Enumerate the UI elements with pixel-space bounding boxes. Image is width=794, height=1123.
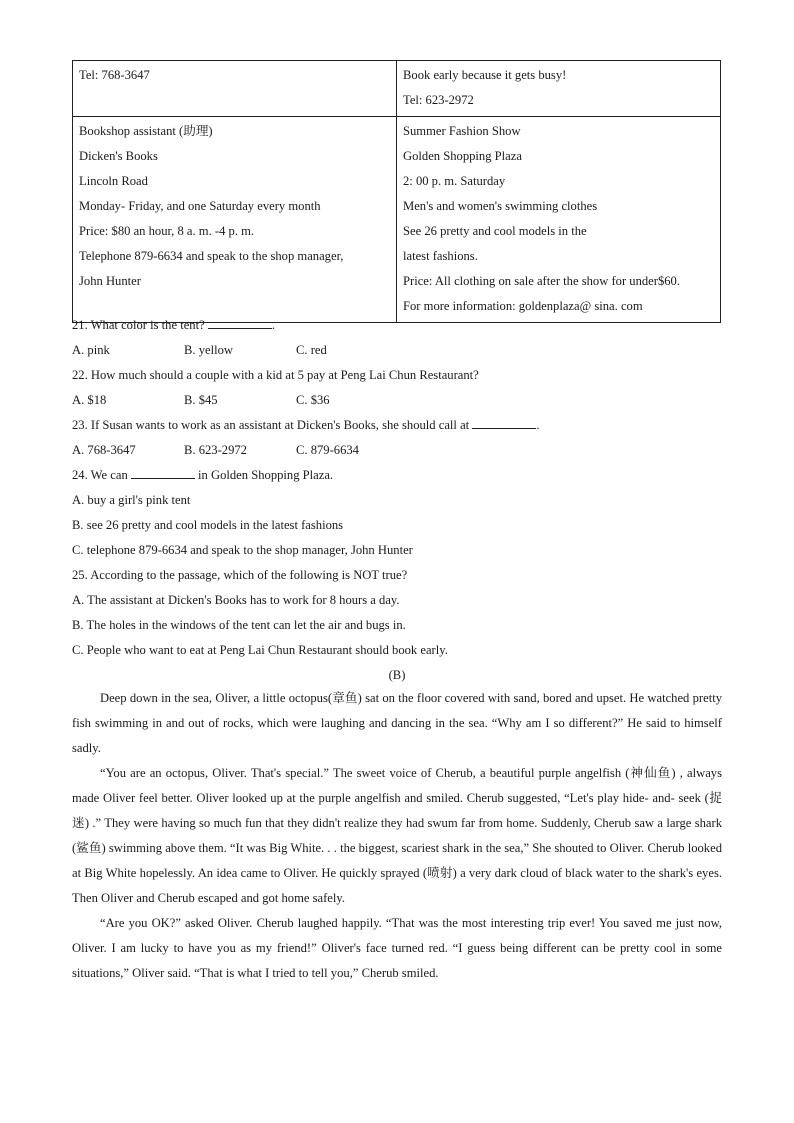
ad-line: Lincoln Road	[79, 174, 148, 188]
questions-section	[72, 313, 732, 688]
ad-line: Price: All clothing on sale after the show for under$60.	[403, 274, 680, 288]
answer-blank	[472, 416, 536, 429]
ad-line: Bookshop assistant (助理)	[79, 124, 213, 138]
ad-cell	[73, 61, 397, 117]
passage-paragraph: “You are an octopus, Oliver. That's special.” The sweet voice of Cherub, a beautiful purple angelfish (神仙鱼) , always made Oliver feel better. Oliver looked up at the purple angelfish and smiled. Cherub suggested, “Let's play hide- and- seek (捉迷) .” They were having so much fun that they didn't realize they had swum far from home. Suddenly, Cherub saw a large shark (鲨鱼) swimming above them. “It was Big White. . . the biggest, scariest shark in the sea,” She shouted to Oliver. Cherub looked at Big White hopelessly. An idea came to Oliver. He quickly sprayed (喷射) a very dark cloud of black water to the shark's eyes. Then Oliver and Cherub escaped and got home safely.	[72, 766, 722, 905]
question-stem: 22. How much should a couple with a kid at 5 pay at Peng Lai Chun Restaurant?	[72, 368, 479, 382]
options-23	[72, 438, 732, 463]
ad-cell-bookshop	[73, 117, 397, 323]
ad-line: Telephone 879-6634 and speak to the shop manager,	[79, 249, 344, 263]
passage-paragraph: “Are you OK?” asked Oliver. Cherub laughed happily. “That was the most interesting trip ever! You saved me just now, Oliver. I am lucky to have you as my friend!” Oliver's face turned red. “I guess being different can be pretty cool in some situations,” Oliver said. “That is what I tried to tell you,” Cherub smiled.	[72, 916, 722, 980]
ad-line: Book early because it gets busy!	[403, 68, 567, 82]
option-c: C. red	[296, 343, 327, 357]
option-b: B. The holes in the windows of the tent can let the air and bugs in.	[72, 618, 406, 632]
question-23	[72, 413, 732, 438]
table-row	[73, 61, 721, 117]
option-b: B. see 26 pretty and cool models in the latest fashions	[72, 518, 344, 532]
ad-line: See 26 pretty and cool models in the	[403, 224, 587, 238]
ad-line: Price: $80 an hour, 8 a. m. -4 p. m.	[79, 224, 255, 238]
option-b: B. 623-2972	[184, 443, 247, 457]
question-stem: 21. What color is the tent?	[72, 318, 208, 332]
option-a: A. $18	[72, 393, 107, 407]
options-21	[72, 338, 732, 363]
question-stem: 23. If Susan wants to work as an assistant at Dicken's Books, she should call at	[72, 418, 473, 432]
question-stem: 25. According to the passage, which of the following is NOT true?	[72, 568, 408, 582]
question-25	[72, 563, 732, 588]
question-24	[72, 463, 732, 488]
option-a: A. buy a girl's pink tent	[72, 493, 191, 507]
ad-line: Dicken's Books	[79, 149, 158, 163]
answer-blank	[131, 466, 195, 479]
options-22	[72, 388, 732, 413]
passage-paragraph: Deep down in the sea, Oliver, a little octopus(章鱼) sat on the floor covered with sand, bored and upset. He watched pretty fish swimming in and out of rocks, which were laughing and dancing in the sea. “Why am I so different?” He said to himself sadly.	[72, 691, 722, 755]
ad-line: Monday- Friday, and one Saturday every month	[79, 199, 321, 213]
ad-cell	[397, 61, 721, 117]
ad-line: latest fashions.	[403, 249, 478, 263]
option-a: A. 768-3647	[72, 443, 136, 457]
ad-line: Golden Shopping Plaza	[403, 149, 522, 163]
question-stem: 24. We can	[72, 468, 131, 482]
option-a: A. The assistant at Dicken's Books has to work for 8 hours a day.	[72, 593, 400, 607]
option-b: B. yellow	[184, 343, 233, 357]
option-c: C. $36	[296, 393, 330, 407]
ad-line: Men's and women's swimming clothes	[403, 199, 598, 213]
option-a: A. pink	[72, 343, 110, 357]
question-stem-end: .	[536, 418, 540, 432]
ad-line: Summer Fashion Show	[403, 124, 521, 138]
ad-cell-fashion-show	[397, 117, 721, 323]
ad-line: 2: 00 p. m. Saturday	[403, 174, 506, 188]
question-21	[72, 313, 732, 338]
ad-line: For more information: goldenplaza@ sina. com	[403, 299, 643, 313]
ads-table	[72, 60, 721, 323]
option-b: B. $45	[184, 393, 218, 407]
passage-b	[72, 686, 722, 986]
ad-line: Tel: 623-2972	[403, 93, 474, 107]
option-c: C. 879-6634	[296, 443, 359, 457]
ad-line: John Hunter	[79, 274, 141, 288]
table-row	[73, 117, 721, 323]
answer-blank	[208, 316, 272, 329]
ad-line: Tel: 768-3647	[79, 68, 150, 82]
option-c: C. telephone 879-6634 and speak to the shop manager, John Hunter	[72, 543, 413, 557]
question-stem-end: .	[271, 318, 275, 332]
question-22	[72, 363, 732, 388]
question-stem-end: in Golden Shopping Plaza.	[194, 468, 334, 482]
option-c: C. People who want to eat at Peng Lai Chun Restaurant should book early.	[72, 643, 448, 657]
section-b-heading: (B)	[388, 668, 406, 682]
